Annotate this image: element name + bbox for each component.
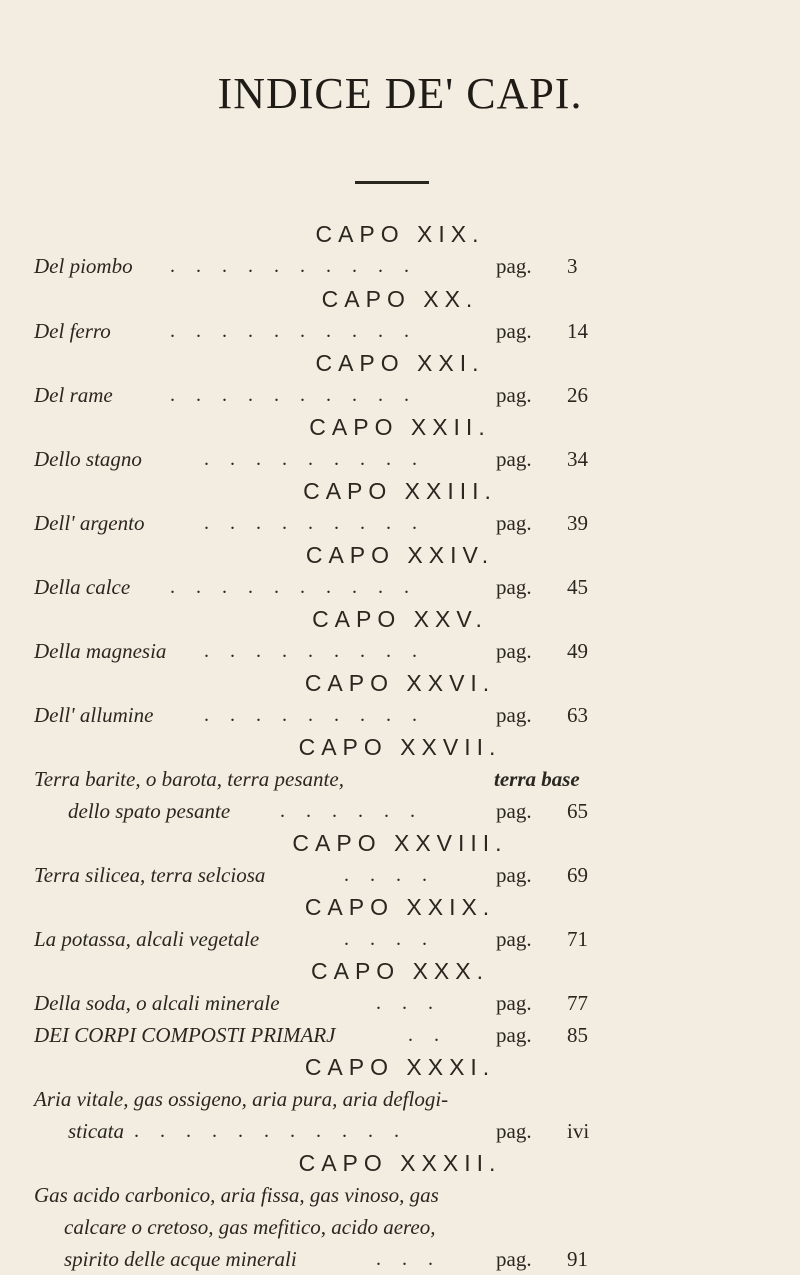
entry-label: calcare o cretoso, gas mefitico, acido aereo, — [64, 1215, 436, 1239]
page-number: 71 — [567, 927, 588, 951]
title-rule — [355, 181, 429, 184]
leader-dots: . . . . — [344, 864, 435, 886]
leader-dots: . . . . . . . . . . — [170, 320, 417, 342]
pag-label: pag. — [496, 1023, 532, 1047]
pag-label: pag. — [496, 575, 532, 599]
pag-label: pag. — [496, 319, 532, 343]
leader-dots: . . . . . . . . . — [204, 512, 425, 534]
page-number: 34 — [567, 447, 588, 471]
entry-label: La potassa, alcali vegetale — [34, 927, 260, 951]
chapter-heading: CAPO XXV. — [312, 606, 488, 632]
entry-label: Dell' allumine — [34, 703, 154, 727]
entry-label: spirito delle acque minerali — [64, 1247, 297, 1271]
toc-entry — [34, 507, 774, 539]
pag-label: pag. — [496, 1247, 532, 1271]
chapter-heading: CAPO XXVII. — [298, 734, 502, 760]
pag-label: pag. — [496, 639, 532, 663]
leader-dots: . . . — [376, 1248, 441, 1270]
toc-entry — [34, 1115, 774, 1147]
page-number: 69 — [567, 863, 588, 887]
entry-label: Terra silicea, terra selciosa — [34, 863, 266, 887]
entry-label: Gas acido carbonico, aria fissa, gas vinoso, gas — [34, 1183, 439, 1207]
entry-label: Della soda, o alcali minerale — [34, 991, 280, 1015]
entry-label: Del piombo — [34, 254, 133, 278]
leader-dots: . . . . — [344, 928, 435, 950]
entry-label: Terra barite, o barota, terra pesante, — [34, 767, 344, 791]
page-number: 63 — [567, 703, 588, 727]
entry-label: Della magnesia — [34, 639, 167, 663]
leader-dots: . . . . . . . . . . — [170, 255, 417, 277]
pag-label: pag. — [496, 991, 532, 1015]
page-number: ivi — [567, 1119, 590, 1143]
leader-dots: . . . . . . — [280, 800, 423, 822]
toc-entry — [34, 923, 774, 955]
page-number: 49 — [567, 639, 588, 663]
chapter-heading: CAPO XXXI. — [304, 1054, 496, 1080]
toc-entry — [34, 250, 774, 282]
toc-entry — [34, 987, 774, 1019]
toc-entry — [34, 379, 774, 411]
chapter-heading: CAPO XXI. — [315, 350, 485, 376]
chapter-heading: CAPO XXX. — [311, 958, 489, 984]
page-number: 77 — [567, 991, 588, 1015]
pag-label: pag. — [496, 383, 532, 407]
toc-entry — [34, 1019, 774, 1051]
pag-label: pag. — [496, 447, 532, 471]
chapter-heading: CAPO XXVIII. — [292, 830, 508, 856]
toc-entry — [34, 699, 774, 731]
toc-entry — [34, 859, 774, 891]
leader-dots: . . . . . . . . . . — [170, 384, 417, 406]
page-number: 26 — [567, 383, 588, 407]
page-number: 91 — [567, 1247, 588, 1271]
leader-dots: . . . . . . . . . — [204, 704, 425, 726]
toc-entry — [34, 1243, 774, 1275]
entry-label: Dello stagno — [34, 447, 142, 471]
toc-entry — [34, 315, 774, 347]
toc-entry — [34, 571, 774, 603]
chapter-heading: CAPO XXIX. — [304, 894, 496, 920]
entry-label: Dell' argento — [34, 511, 145, 535]
pag-label: pag. — [496, 254, 532, 278]
chapter-heading: CAPO XX. — [321, 286, 479, 312]
entry-label: DEI CORPI COMPOSTI PRIMARJ — [34, 1023, 336, 1047]
entry-label: Della calce — [34, 575, 131, 599]
chapter-heading: CAPO XXIV. — [305, 542, 495, 568]
chapter-heading: CAPO XXVI. — [304, 670, 496, 696]
pag-label: pag. — [496, 703, 532, 727]
chapter-heading: CAPO XXXII. — [298, 1150, 502, 1176]
leader-dots: . . . . . . . . . . — [170, 576, 417, 598]
leader-dots: . . . — [376, 992, 441, 1014]
toc-entry — [34, 635, 774, 667]
leader-dots: . . . . . . . . . — [204, 448, 425, 470]
entry-continuation: terra base — [494, 767, 580, 791]
entry-label: Del ferro — [34, 319, 111, 343]
chapter-heading: CAPO XXIII. — [303, 478, 497, 504]
pag-label: pag. — [496, 799, 532, 823]
page-number: 14 — [567, 319, 588, 343]
chapter-heading: CAPO XIX. — [315, 221, 485, 247]
toc-entry — [34, 795, 774, 827]
pag-label: pag. — [496, 927, 532, 951]
page-title: INDICE DE' CAPI. — [217, 69, 583, 118]
page-number: 3 — [567, 254, 578, 278]
entry-label: sticata — [68, 1119, 124, 1143]
page-number: 85 — [567, 1023, 588, 1047]
toc-entry — [34, 443, 774, 475]
chapter-heading: CAPO XXII. — [309, 414, 491, 440]
leader-dots: . . — [408, 1024, 447, 1046]
entry-label: dello spato pesante — [68, 799, 231, 823]
page-number: 39 — [567, 511, 588, 535]
page-number: 65 — [567, 799, 588, 823]
pag-label: pag. — [496, 511, 532, 535]
entry-label: Del rame — [34, 383, 113, 407]
entry-label: Aria vitale, gas ossigeno, aria pura, aria deflogi- — [34, 1087, 449, 1111]
leader-dots: . . . . . . . . . . . — [134, 1120, 407, 1142]
pag-label: pag. — [496, 1119, 532, 1143]
page-number: 45 — [567, 575, 588, 599]
leader-dots: . . . . . . . . . — [204, 640, 425, 662]
pag-label: pag. — [496, 863, 532, 887]
